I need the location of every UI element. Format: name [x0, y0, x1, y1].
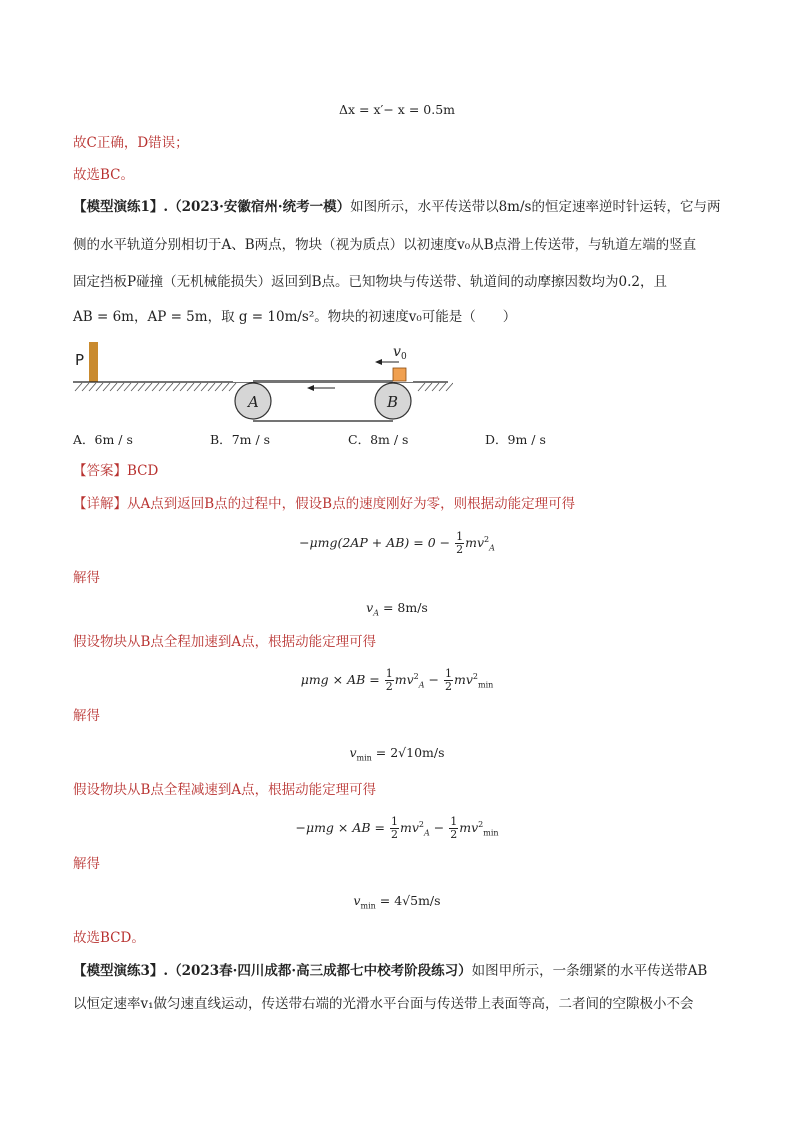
hatch-mark [138, 383, 145, 391]
solve-2: 解得 [73, 708, 100, 724]
choose-bcd: 故选BCD。 [73, 930, 145, 946]
hatch-mark [124, 383, 131, 391]
hatch-mark [145, 383, 152, 391]
option-a[interactable]: A．6m / s [73, 432, 133, 447]
baffle-p [89, 342, 98, 382]
equation-delta-x: Δx = x′− x = 0.5m [338, 102, 456, 117]
conclusion-bc: 故选BC。 [73, 167, 135, 183]
hatch-mark [131, 383, 138, 391]
assume-accelerate: 假设物块从B点全程加速到A点，根据动能定理可得 [73, 634, 377, 650]
hatch-mark [425, 383, 432, 391]
hatch-mark [194, 383, 201, 391]
solve-3: 解得 [73, 856, 100, 872]
hatch-mark [201, 383, 208, 391]
exercise1-line2: 侧的水平轨道分别相切于A、B两点，物块（视为质点）以初速度v₀从B点滑上传送带，与轨道左端的竖直 [73, 237, 697, 253]
exercise1-line1: 【模型演练1】.（2023·安徽宿州·统考一模）如图所示，水平传送带以8m/s的恒定速率逆时针运转，它与两 [73, 199, 721, 215]
v0-arrow-head [375, 359, 382, 365]
hatch-mark [222, 383, 229, 391]
label-a: A [248, 393, 259, 411]
hatch-mark [117, 383, 124, 391]
equation-3: μmg × AB = $\frac{1}{2}$ $mv^2_A$ − $\frac{1}{2}$ $mv^2_{min}$ [300, 667, 494, 694]
label-p: P [75, 351, 85, 369]
hatch-mark [89, 383, 96, 391]
label-b: B [387, 393, 399, 411]
equation-2: $v_A = 8m/s$ [366, 600, 428, 618]
exercise1-line4: AB = 6m，AP = 5m，取 g = 10m/s²。物块的初速度v₀可能是（ ） [73, 309, 517, 325]
hatch-mark [159, 383, 166, 391]
exercise1-source: .（2023·安徽宿州·统考一模） [163, 199, 351, 215]
exercise3-tag: 【模型演练3】 [73, 963, 164, 979]
option-d[interactable]: D．9m / s [485, 432, 546, 447]
hatch-mark [180, 383, 187, 391]
equation-6: $v_{min} = 4√5m/s$ [353, 893, 441, 911]
exercise1-line3: 固定挡板P碰撞（无机械能损失）返回到B点。已知物块与传送带、轨道间的动摩擦因数均为0.2，且 [73, 274, 667, 290]
hatch-mark [75, 383, 82, 391]
hatch-mark [110, 383, 117, 391]
hatch-mark [152, 383, 159, 391]
detail-tag: 【详解】 [73, 496, 127, 512]
exercise3-line2: 以恒定速率v₁做匀速直线运动，传送带右端的光滑水平台面与传送带上表面等高，二者间的空隙极小不会 [73, 996, 694, 1012]
conclusion-c: 故C正确，D错误； [73, 135, 189, 151]
equation-5: −μmg × AB = $\frac{1}{2}$ $mv^2_A$ − $\frac{1}{2}$ $mv^2_{min}$ [295, 815, 499, 842]
hatch-mark [187, 383, 194, 391]
hatch-mark [432, 383, 439, 391]
option-c[interactable]: C．8m / s [348, 432, 409, 447]
hatch-mark [439, 383, 446, 391]
exercise3-line1: 【模型演练3】.（2023春·四川成都·高三成都七中校考阶段练习）如图甲所示，一条绷紧的水平传送带AB [73, 963, 708, 979]
hatch-mark [229, 383, 236, 391]
hatch-mark [82, 383, 89, 391]
hatch-mark [96, 383, 103, 391]
hatch-mark [166, 383, 173, 391]
label-v0-sub: 0 [401, 352, 407, 362]
hatch-mark [418, 383, 425, 391]
conveyor-figure [73, 340, 453, 422]
detail-intro: 【详解】从A点到返回B点的过程中，假设B点的速度刚好为零，则根据动能定理可得 [73, 496, 576, 512]
solve-1: 解得 [73, 570, 100, 586]
hatch-mark [103, 383, 110, 391]
equation-1: −μmg(2AP + AB) = 0 − $\frac{1}{2}$ $mv^2_A$ [299, 530, 495, 557]
block [393, 368, 406, 381]
assume-decelerate: 假设物块从B点全程减速到A点，根据动能定理可得 [73, 782, 377, 798]
answer: 【答案】BCD [73, 463, 159, 479]
hatch-mark [215, 383, 222, 391]
exercise3-source: .（2023春·四川成都·高三成都七中校考阶段练习） [163, 963, 472, 979]
option-b[interactable]: B．7m / s [210, 432, 271, 447]
hatch-mark [208, 383, 215, 391]
exercise1-tag: 【模型演练1】 [73, 199, 164, 215]
equation-4: $v_{min} = 2√10m/s$ [349, 745, 445, 763]
hatch-mark [173, 383, 180, 391]
label-v0: v [393, 344, 401, 360]
belt-arrow-head [307, 385, 314, 391]
hatch-mark [446, 383, 453, 391]
